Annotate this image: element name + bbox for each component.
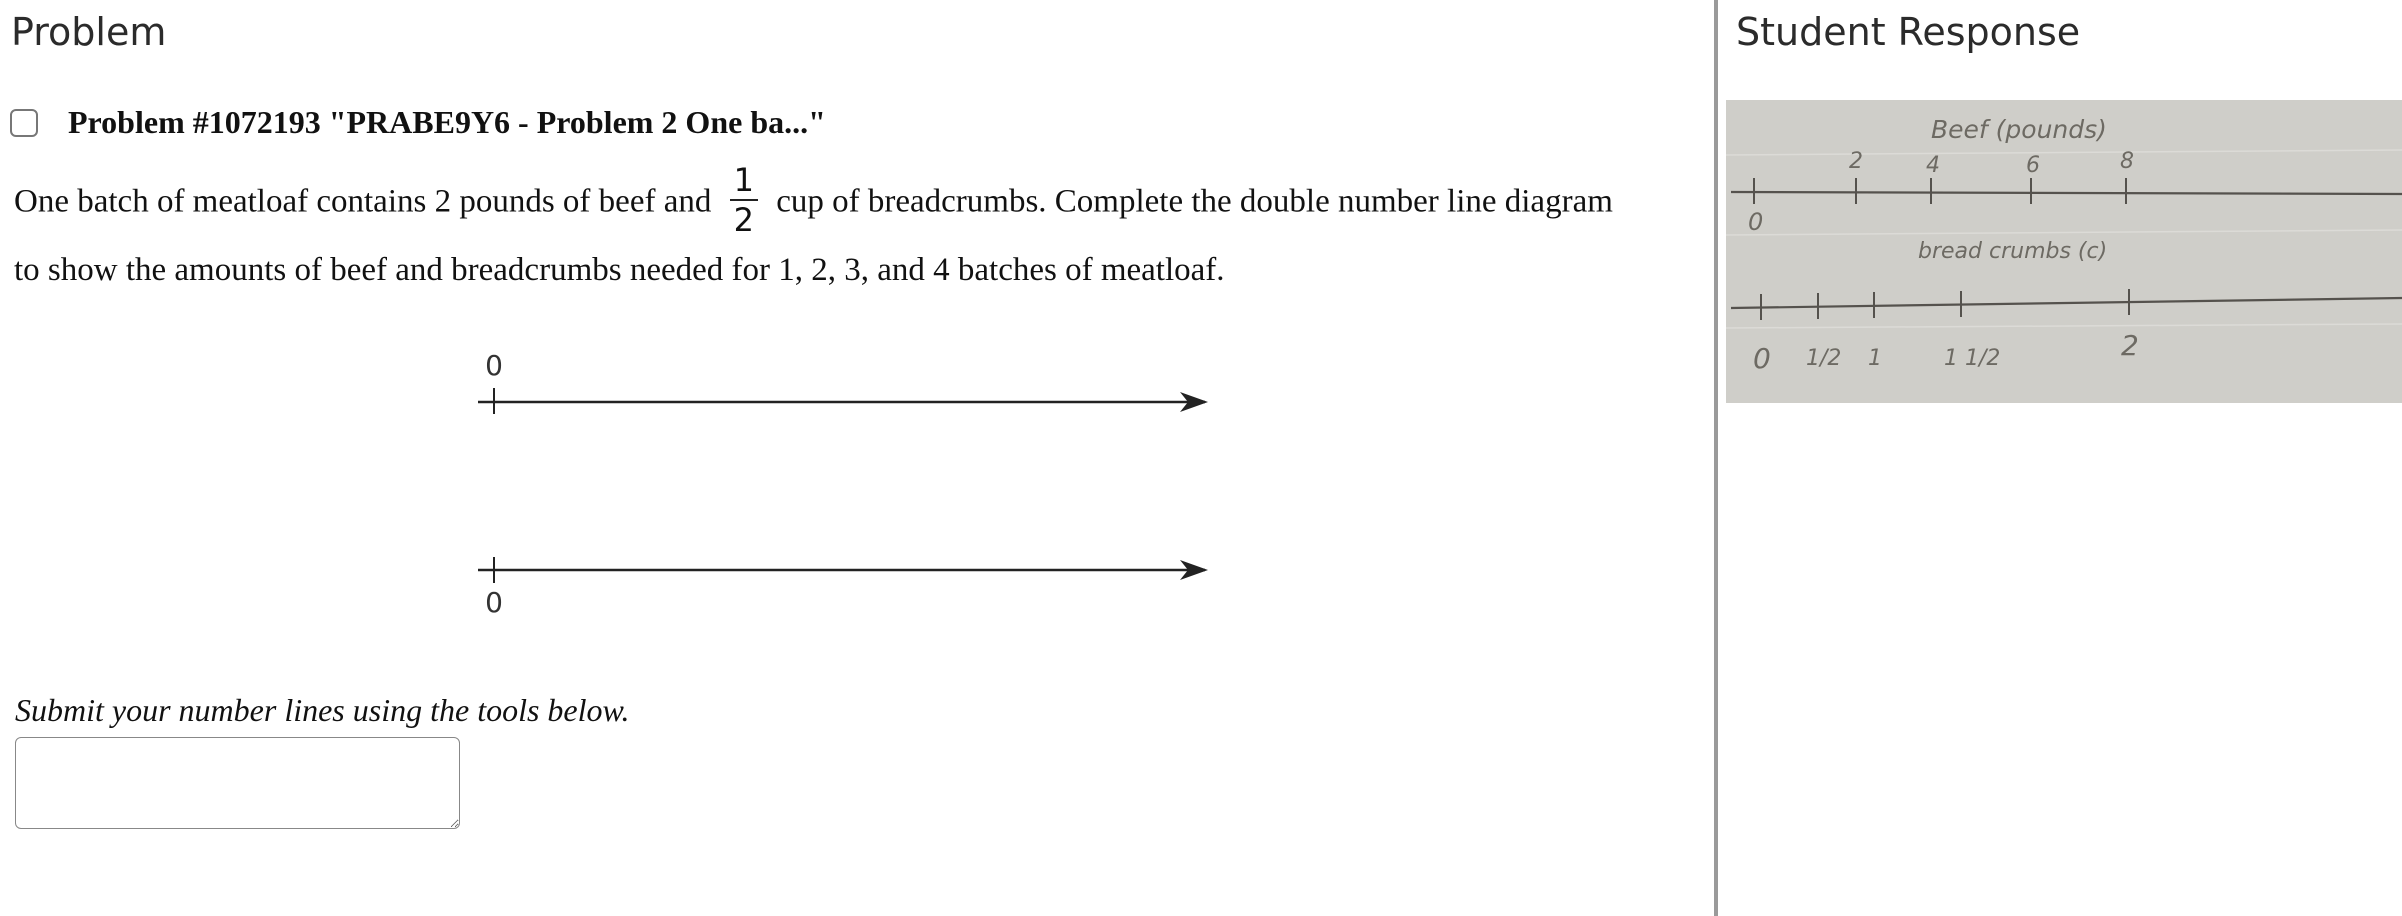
problem-pane-title: Problem	[11, 10, 167, 54]
student-response-photo	[1726, 100, 2402, 403]
photo-crumbs-tick-label: 0	[1753, 342, 1771, 375]
fraction-numerator: 1	[733, 161, 754, 199]
double-number-line-diagram	[460, 350, 1220, 630]
problem-text-part2: cup of breadcrumbs. Complete the double number line diagram to show the amounts of beef and breadcrumbs needed for 1, 2, 3, and 4 batches of meatloaf.	[14, 183, 1613, 288]
photo-crumbs-tick-label: 1 1/2	[1944, 346, 2001, 371]
problem-statement	[14, 161, 1634, 300]
crumbs-zero-label: 0	[485, 586, 503, 619]
problem-header	[10, 104, 826, 141]
answer-textarea[interactable]	[15, 737, 460, 829]
problem-checkbox[interactable]	[10, 109, 38, 137]
photo-beef-heading: Beef (pounds)	[1931, 115, 2107, 144]
photo-beef-tick-label: 4	[1926, 153, 1940, 178]
beef-zero-label: 0	[485, 350, 503, 382]
fraction-denominator: 2	[733, 201, 754, 239]
student-response-title: Student Response	[1736, 10, 2081, 54]
student-response-pane	[1718, 0, 2402, 916]
submit-instruction: Submit your number lines using the tools below.	[15, 692, 630, 728]
photo-crumbs-tick-label: 1/2	[1806, 346, 1842, 371]
fraction-one-half	[730, 161, 758, 239]
photo-beef-zero: 0	[1748, 208, 1764, 236]
problem-heading: Problem #1072193 "PRABE9Y6 - Problem 2 One ba..."	[68, 104, 826, 140]
photo-crumbs-heading: bread crumbs (c)	[1918, 239, 2108, 264]
photo-beef-tick-label: 2	[1849, 149, 1863, 174]
photo-beef-tick-label: 6	[2026, 153, 2040, 178]
photo-beef-tick-label: 8	[2120, 149, 2134, 174]
photo-crumbs-tick-label: 2	[2121, 329, 2139, 362]
problem-text-part1: One batch of meatloaf contains 2 pounds of beef and	[14, 183, 712, 220]
photo-crumbs-tick-label: 1	[1868, 346, 1882, 371]
